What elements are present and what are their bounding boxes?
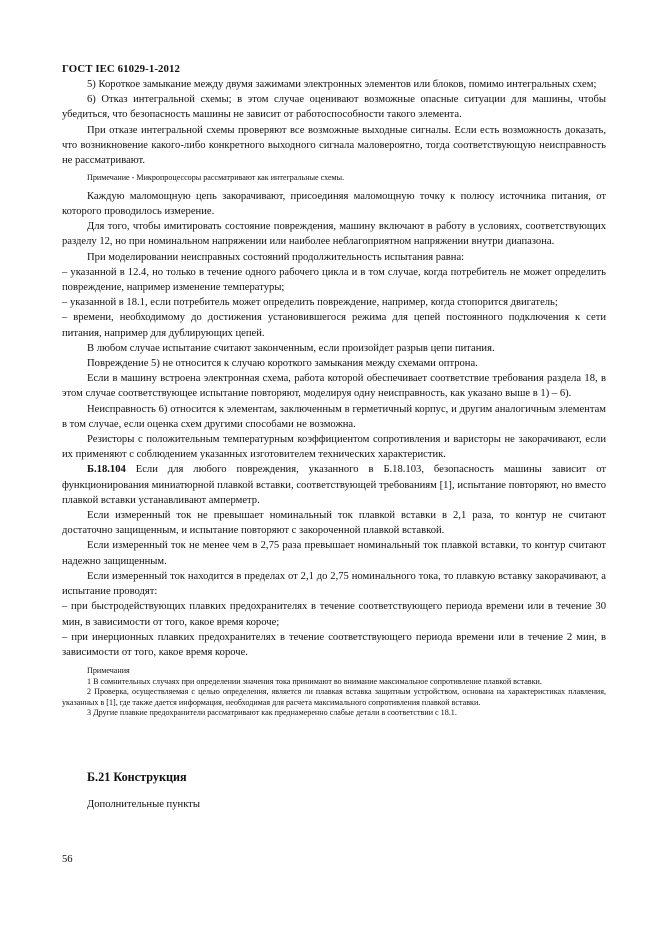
paragraph: Резисторы с положительным температурным коэффициентом сопротивления и варисторы не закорачивают, если их применяют с соблюдением указанных изготовителем технических характеристик. [62, 434, 606, 461]
dash-item: – указанной в 18.1, если потребитель может определить повреждение, например, когда стопорится двигатель; [62, 297, 558, 309]
paragraph: Если измеренный ток не менее чем в 2,75 раза превышает номинальный ток плавкой вставки, то контур считают надежно защищенным. [62, 540, 606, 567]
paragraph: При отказе интегральной схемы проверяют все возможные выходные сигналы. Если есть возможность доказать, что возникновение какого-либо конкретного выходного сигнала маловероятно, тогда соответствующую неисправность не рассматривают. [62, 124, 606, 167]
note-item: 2 Проверка, осуществляемая с целью определения, является ли плавкая вставка защитным устройством, основана на характеристиках плавления, указанных в [1], где также дается информация, необходимая для расчета максимального сопротивления плавкой вставки. [62, 687, 606, 707]
paragraph: Если измеренный ток находится в пределах от 2,1 до 2,75 номинального тока, то плавкую вставку закорачивают, а испытание проводят: [62, 570, 606, 598]
paragraph: 5) Короткое замыкание между двумя зажимами электронных элементов или блоков, помимо интегральных схем; [87, 79, 597, 90]
paragraph: Повреждение 5) не относится к случаю короткого замыкания между схемами оптрона. [87, 358, 478, 370]
clause-b18104 [62, 462, 606, 508]
paragraph: 6) Отказ интегральной схемы; в этом случае оценивают возможные опасные ситуации для машины, чтобы убедиться, что безопасность машины не зависит от работоспособности такого элемента. [62, 94, 606, 121]
notes-title: Примечания [87, 666, 130, 676]
dash-item: – указанной в 12.4, но только в течение одного рабочего цикла и в том случае, когда потребитель не может определить повреждение, например изменение температуры; [62, 266, 606, 294]
clause-number: Б.18.104 [87, 464, 126, 476]
section-heading: Б.21 Конструкция [87, 770, 187, 784]
standard-code-header: ГОСТ IEC 61029-1-2012 [62, 63, 181, 75]
section-subline: Дополнительные пункты [87, 799, 200, 810]
paragraph: Если измеренный ток не превышает номинальный ток плавкой вставки в 2,1 раза, то контур не считают достаточно защищенным, и испытание повторяют с закороченной плавкой вставкой. [62, 510, 606, 537]
paragraph: Неисправность 6) относится к элементам, заключенным в герметичный корпус, и другим аналогичным элементам в том случае, если оценка схем другими способами не возможна. [62, 403, 606, 430]
paragraph: Если в машину встроена электронная схема, работа которой обеспечивает соответствие требования раздела 18, в этом случае соответствующее испытание повторяют, моделируя одну неисправность, как указано выше в 1) – 6). [62, 373, 606, 400]
paragraph: При моделировании неисправных состояний продолжительность испытания равна: [87, 251, 465, 263]
paragraph: Для того, чтобы имитировать состояние повреждения, машину включают в работу в условиях, соответствующих разделу 12, но при номинальном напряжении или наиболее неблагоприятном напряжении внутри диапазона. [62, 221, 606, 248]
page-number: 56 [62, 854, 73, 865]
paragraph: В любом случае испытание считают законченным, если произойдет разрыв цепи питания. [87, 342, 495, 354]
note-microprocessors: Примечание - Микропроцессоры рассматривают как интегральные схемы. [87, 173, 345, 183]
clause-text: Если для любого повреждения, указанного в Б.18.103, безопасность машины зависит от функционирования миниатюрной плавкой вставки, соответствующей требованиям [1], испытание повторяют, но вместо плавкой вставки устанавливают амперметр. [62, 464, 606, 506]
document-body [62, 77, 606, 718]
note-item: 3 Другие плавкие предохранители рассматривают как преднамеренно слабые детали в соответствии с 18.1. [87, 707, 457, 717]
note-item: 1 В сомнительных случаях при определении значения тока принимают во внимание максимальное сопротивление плавкой вставки. [87, 676, 542, 686]
dash-item: – времени, необходимому до достижения установившегося режима для цепей постоянного подключения к сети питания, например для дублирующих цепей. [62, 312, 606, 339]
dash-item: – при быстродействующих плавких предохранителях в течение соответствующего периода времени или в течение 30 мин, в зависимости от того, какое время короче; [62, 601, 606, 628]
dash-item: – при инерционных плавких предохранителях в течение соответствующего периода времени или в течение 2 мин, в зависимости от того, какое время короче. [62, 631, 606, 658]
paragraph: Каждую маломощную цепь закорачивают, присоединяя маломощную точку к полюсу источника питания, от которого проводилось измерение. [62, 190, 606, 218]
